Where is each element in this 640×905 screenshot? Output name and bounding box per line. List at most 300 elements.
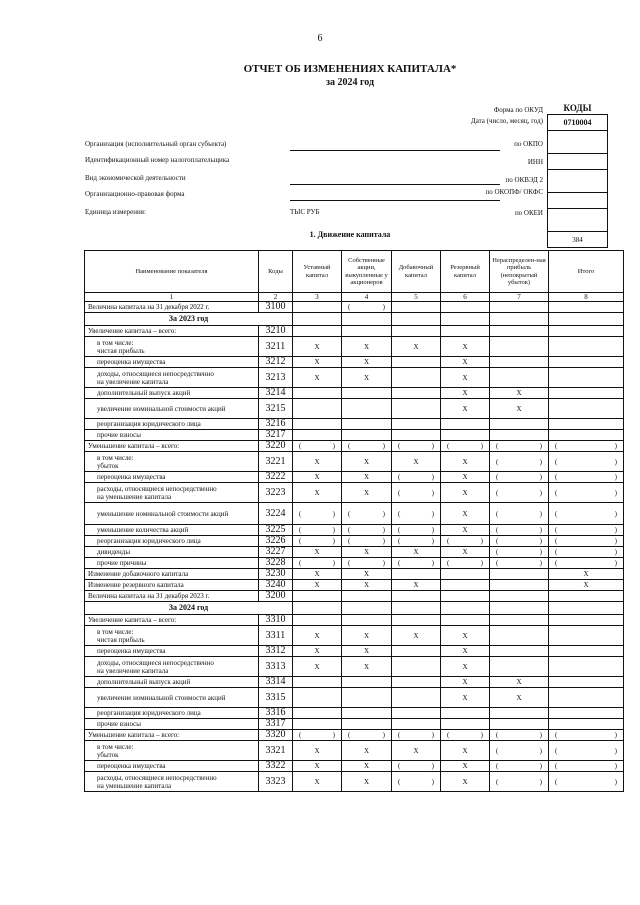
table-row <box>85 646 624 657</box>
value-cell: X <box>342 646 392 657</box>
value-cell[interactable] <box>490 326 549 337</box>
value-cell[interactable] <box>392 569 441 580</box>
value-cell[interactable] <box>342 503 392 525</box>
value-cell[interactable] <box>293 615 342 626</box>
parenthesis-pair <box>394 510 438 518</box>
value-cell[interactable] <box>490 741 549 761</box>
open-paren: ( <box>398 777 401 786</box>
value-cell[interactable] <box>549 472 624 483</box>
close-paren: ) <box>614 457 617 466</box>
value-cell[interactable] <box>490 646 549 657</box>
parenthesis-pair <box>344 510 389 518</box>
value-cell[interactable] <box>549 719 624 730</box>
value-cell[interactable] <box>392 730 441 741</box>
value-cell[interactable] <box>549 761 624 772</box>
row-name <box>85 388 259 399</box>
value-cell[interactable] <box>293 525 342 536</box>
value-cell[interactable] <box>342 441 392 452</box>
value-cell[interactable] <box>441 536 490 547</box>
value-cell[interactable] <box>441 719 490 730</box>
value-cell[interactable] <box>549 591 624 602</box>
row-code: 3316 <box>259 708 293 719</box>
value-cell[interactable] <box>342 688 392 708</box>
value-cell[interactable] <box>342 430 392 441</box>
col-number: 2 <box>259 293 293 302</box>
row-code: 3230 <box>259 569 293 580</box>
open-paren: ( <box>496 457 499 466</box>
value-cell[interactable] <box>441 326 490 337</box>
empty-cell <box>342 313 392 326</box>
value-cell[interactable] <box>549 615 624 626</box>
value-cell[interactable] <box>441 615 490 626</box>
value-cell[interactable] <box>549 688 624 708</box>
value-cell[interactable] <box>549 337 624 357</box>
value-cell[interactable] <box>392 525 441 536</box>
row-name-text: переоценка имущества <box>97 473 166 481</box>
close-paren: ) <box>539 537 542 545</box>
table-row <box>85 657 624 677</box>
value-cell[interactable] <box>549 357 624 368</box>
close-paren: ) <box>382 509 385 518</box>
row-name <box>85 657 259 677</box>
open-paren: ( <box>398 442 401 450</box>
value-cell[interactable] <box>549 326 624 337</box>
parenthesis-pair <box>344 303 389 311</box>
open-paren: ( <box>398 526 401 534</box>
table-row <box>85 591 624 602</box>
row-name-text: дополнительный выпуск акций <box>97 678 191 686</box>
value-cell[interactable] <box>549 452 624 472</box>
value-cell[interactable] <box>549 646 624 657</box>
col-number: 8 <box>549 293 624 302</box>
row-name-text: Уменьшение капитала – всего: <box>88 731 180 739</box>
open-paren: ( <box>299 442 302 450</box>
value-cell[interactable] <box>392 708 441 719</box>
value-cell[interactable] <box>441 441 490 452</box>
value-cell[interactable] <box>490 730 549 741</box>
close-paren: ) <box>614 746 617 755</box>
value-cell[interactable] <box>392 677 441 688</box>
close-paren: ) <box>539 559 542 567</box>
parenthesis-pair <box>443 442 487 450</box>
value-cell[interactable] <box>549 677 624 688</box>
open-paren: ( <box>555 731 558 739</box>
table-row <box>85 602 624 615</box>
value-cell: X <box>490 677 549 688</box>
open-paren: ( <box>496 442 499 450</box>
value-cell[interactable] <box>490 719 549 730</box>
value-cell[interactable] <box>293 399 342 419</box>
date-label: Дата (число, месяц, год) <box>470 117 543 125</box>
value-cell[interactable] <box>549 525 624 536</box>
value-cell[interactable] <box>441 730 490 741</box>
table-row <box>85 708 624 719</box>
row-code: 3225 <box>259 525 293 536</box>
value-cell[interactable] <box>490 503 549 525</box>
row-code: 3220 <box>259 441 293 452</box>
value-cell[interactable] <box>490 772 549 792</box>
open-paren: ( <box>555 442 558 450</box>
header-name: Наименование показателя <box>85 251 259 293</box>
value-cell[interactable] <box>392 503 441 525</box>
value-cell: X <box>441 337 490 357</box>
value-cell[interactable] <box>490 615 549 626</box>
value-cell: X <box>293 337 342 357</box>
value-cell[interactable] <box>392 357 441 368</box>
value-cell[interactable] <box>549 388 624 399</box>
value-cell[interactable] <box>490 357 549 368</box>
date-value[interactable] <box>548 131 608 154</box>
okved-value[interactable] <box>548 193 608 209</box>
value-cell[interactable] <box>392 472 441 483</box>
value-cell[interactable] <box>549 503 624 525</box>
value-cell[interactable] <box>342 708 392 719</box>
parenthesis-pair <box>492 510 546 518</box>
value-cell[interactable] <box>490 419 549 430</box>
value-cell[interactable] <box>490 547 549 558</box>
close-paren: ) <box>431 473 434 481</box>
table-row <box>85 313 624 326</box>
open-paren: ( <box>496 777 499 786</box>
okopf-label: по ОКОПФ/ ОКФС <box>485 188 543 196</box>
value-cell[interactable] <box>441 430 490 441</box>
value-cell[interactable] <box>549 536 624 547</box>
value-cell[interactable] <box>392 441 441 452</box>
value-cell[interactable] <box>441 591 490 602</box>
value-cell: X <box>441 525 490 536</box>
row-name-text-2: на уменьшение капитала <box>97 781 172 790</box>
table-row <box>85 337 624 357</box>
open-paren: ( <box>299 731 302 739</box>
close-paren: ) <box>332 526 335 534</box>
parenthesis-pair <box>394 489 438 497</box>
value-cell[interactable] <box>293 708 342 719</box>
value-cell[interactable] <box>441 708 490 719</box>
value-cell[interactable] <box>392 399 441 419</box>
value-cell[interactable] <box>490 569 549 580</box>
value-cell[interactable] <box>342 677 392 688</box>
value-cell[interactable] <box>293 558 342 569</box>
value-cell[interactable] <box>490 536 549 547</box>
value-cell: X <box>441 657 490 677</box>
empty-cell <box>293 313 342 326</box>
parenthesis-pair <box>443 537 487 545</box>
row-name <box>85 772 259 792</box>
value-cell[interactable] <box>342 388 392 399</box>
open-paren: ( <box>496 488 499 497</box>
open-paren: ( <box>555 473 558 481</box>
close-paren: ) <box>431 559 434 567</box>
row-code: 3214 <box>259 388 293 399</box>
value-cell[interactable] <box>441 419 490 430</box>
row-name-text: прочие взносы <box>97 431 141 439</box>
value-cell[interactable] <box>342 419 392 430</box>
value-cell[interactable] <box>342 525 392 536</box>
value-cell[interactable] <box>549 772 624 792</box>
value-cell[interactable] <box>549 441 624 452</box>
value-cell: X <box>441 472 490 483</box>
value-cell: X <box>293 761 342 772</box>
close-paren: ) <box>539 442 542 450</box>
close-paren: ) <box>539 457 542 466</box>
row-code: 3213 <box>259 368 293 388</box>
value-cell[interactable] <box>490 472 549 483</box>
value-cell[interactable] <box>342 399 392 419</box>
unit-value: ТЫС РУБ <box>290 208 320 216</box>
value-cell[interactable] <box>549 419 624 430</box>
close-paren: ) <box>539 548 542 556</box>
value-cell[interactable] <box>490 441 549 452</box>
value-cell[interactable] <box>392 430 441 441</box>
parenthesis-pair <box>394 778 438 786</box>
empty-cell <box>392 602 441 615</box>
open-paren: ( <box>348 509 351 518</box>
parenthesis-pair <box>551 526 621 534</box>
close-paren: ) <box>614 548 617 556</box>
parenthesis-pair <box>394 762 438 770</box>
inn-long-label: Идентификационный номер налогоплательщика <box>85 156 230 164</box>
value-cell[interactable] <box>490 708 549 719</box>
value-cell[interactable] <box>549 657 624 677</box>
value-cell[interactable] <box>490 761 549 772</box>
value-cell[interactable] <box>293 591 342 602</box>
value-cell[interactable] <box>293 536 342 547</box>
section-title: 1. Движение капитала <box>309 230 391 239</box>
open-paren: ( <box>348 526 351 534</box>
value-cell[interactable] <box>293 419 342 430</box>
table-row <box>85 772 624 792</box>
value-cell[interactable] <box>490 452 549 472</box>
value-cell[interactable] <box>392 688 441 708</box>
value-cell[interactable] <box>490 337 549 357</box>
value-cell[interactable] <box>342 730 392 741</box>
inn-value[interactable] <box>548 170 608 193</box>
parenthesis-pair <box>443 559 487 567</box>
value-cell[interactable] <box>342 558 392 569</box>
value-cell: X <box>342 452 392 472</box>
row-name <box>85 688 259 708</box>
row-name-text: реорганизация юридического лица <box>97 420 201 428</box>
value-cell[interactable] <box>293 688 342 708</box>
parenthesis-pair <box>551 458 621 466</box>
parenthesis-pair <box>394 559 438 567</box>
row-name-text: Величина капитала на 31 декабря 2023 г. <box>88 592 210 600</box>
open-paren: ( <box>398 731 401 739</box>
header-c6: Резервный капитал <box>441 251 490 293</box>
value-cell[interactable] <box>549 302 624 313</box>
row-code: 3228 <box>259 558 293 569</box>
value-cell[interactable] <box>293 326 342 337</box>
value-cell[interactable] <box>441 569 490 580</box>
value-cell[interactable] <box>342 615 392 626</box>
value-cell[interactable] <box>441 580 490 591</box>
open-paren: ( <box>348 559 351 567</box>
value-cell[interactable] <box>342 719 392 730</box>
parenthesis-pair <box>492 526 546 534</box>
value-cell[interactable] <box>549 430 624 441</box>
okpo-value[interactable] <box>548 154 608 170</box>
value-cell[interactable] <box>549 483 624 503</box>
value-cell[interactable] <box>490 580 549 591</box>
value-cell[interactable] <box>392 591 441 602</box>
value-cell[interactable] <box>293 503 342 525</box>
open-paren: ( <box>299 509 302 518</box>
okud-value: 0710004 <box>548 115 608 131</box>
parenthesis-pair <box>344 442 389 450</box>
value-cell[interactable] <box>549 741 624 761</box>
value-cell: X <box>293 772 342 792</box>
value-cell[interactable] <box>392 326 441 337</box>
value-cell[interactable] <box>490 483 549 503</box>
activity-line[interactable] <box>290 184 500 185</box>
legal-form-line[interactable] <box>290 200 500 201</box>
value-cell[interactable] <box>392 302 441 313</box>
value-cell[interactable] <box>392 615 441 626</box>
value-cell[interactable] <box>549 547 624 558</box>
value-cell[interactable] <box>392 536 441 547</box>
value-cell: X <box>441 677 490 688</box>
row-name-text: переоценка имущества <box>97 647 166 655</box>
legal-form-label: Организационно-правовая форма <box>85 190 185 198</box>
header-code: Коды <box>259 251 293 293</box>
row-name <box>85 536 259 547</box>
row-code: 3321 <box>259 741 293 761</box>
value-cell[interactable] <box>342 326 392 337</box>
value-cell[interactable] <box>392 419 441 430</box>
value-cell[interactable] <box>342 591 392 602</box>
parenthesis-pair <box>492 778 546 786</box>
value-cell: X <box>441 761 490 772</box>
parenthesis-pair <box>394 442 438 450</box>
row-code: 3320 <box>259 730 293 741</box>
parenthesis-pair <box>394 731 438 739</box>
okopf-value[interactable] <box>548 209 608 232</box>
org-label: Организация (исполнительный орган субъекта) <box>85 140 227 148</box>
row-name-text: доходы, относящиеся непосредственно <box>97 369 214 378</box>
value-cell[interactable] <box>293 719 342 730</box>
value-cell: X <box>392 547 441 558</box>
parenthesis-pair <box>344 537 389 545</box>
row-code: 3215 <box>259 399 293 419</box>
row-name-text: переоценка имущества <box>97 762 166 770</box>
close-paren: ) <box>431 731 434 739</box>
unit-label: Единица измерения: <box>85 208 146 216</box>
value-cell[interactable] <box>293 430 342 441</box>
parenthesis-pair <box>492 489 546 497</box>
header-c7: Нераспределен-ная прибыль (непокрытый убыток) <box>490 251 549 293</box>
row-name <box>85 730 259 741</box>
value-cell[interactable] <box>549 368 624 388</box>
value-cell: X <box>441 357 490 368</box>
value-cell[interactable] <box>293 441 342 452</box>
value-cell[interactable] <box>549 399 624 419</box>
open-paren: ( <box>398 473 401 481</box>
value-cell[interactable] <box>392 388 441 399</box>
value-cell[interactable] <box>490 626 549 646</box>
value-cell[interactable] <box>490 591 549 602</box>
value-cell[interactable] <box>490 430 549 441</box>
row-name-text-2: убыток <box>97 750 119 759</box>
value-cell[interactable] <box>392 761 441 772</box>
value-cell[interactable] <box>549 558 624 569</box>
value-cell[interactable] <box>490 657 549 677</box>
value-cell[interactable] <box>441 302 490 313</box>
close-paren: ) <box>431 488 434 497</box>
value-cell: X <box>293 657 342 677</box>
row-name <box>85 357 259 368</box>
value-cell[interactable] <box>293 677 342 688</box>
parenthesis-pair <box>492 458 546 466</box>
row-code: 3312 <box>259 646 293 657</box>
close-paren: ) <box>539 488 542 497</box>
value-cell[interactable] <box>293 302 342 313</box>
parenthesis-pair <box>551 537 621 545</box>
header-c5: Добавочный капитал <box>392 251 441 293</box>
value-cell[interactable] <box>490 368 549 388</box>
parenthesis-pair <box>551 731 621 739</box>
value-cell[interactable] <box>490 302 549 313</box>
close-paren: ) <box>539 526 542 534</box>
table-row <box>85 536 624 547</box>
parenthesis-pair <box>295 537 339 545</box>
row-code: 3200 <box>259 591 293 602</box>
close-paren: ) <box>480 731 483 739</box>
value-cell[interactable] <box>490 525 549 536</box>
close-paren: ) <box>431 762 434 770</box>
close-paren: ) <box>480 442 483 450</box>
org-line[interactable] <box>290 150 500 151</box>
table-row <box>85 441 624 452</box>
value-cell: X <box>342 761 392 772</box>
open-paren: ( <box>555 457 558 466</box>
row-name-text: прочие взносы <box>97 720 141 728</box>
value-cell[interactable] <box>392 368 441 388</box>
value-cell[interactable] <box>392 483 441 503</box>
value-cell[interactable] <box>392 646 441 657</box>
empty-cell <box>441 602 490 615</box>
table-row <box>85 503 624 525</box>
table-row <box>85 525 624 536</box>
value-cell[interactable] <box>392 772 441 792</box>
table-row <box>85 558 624 569</box>
open-paren: ( <box>496 548 499 556</box>
value-cell: X <box>490 688 549 708</box>
row-name <box>85 646 259 657</box>
close-paren: ) <box>431 509 434 518</box>
value-cell: X <box>441 547 490 558</box>
row-name-text: дополнительный выпуск акций <box>97 389 191 397</box>
row-code: 3216 <box>259 419 293 430</box>
value-cell[interactable] <box>549 626 624 646</box>
open-paren: ( <box>447 537 450 545</box>
value-cell[interactable] <box>392 719 441 730</box>
value-cell: X <box>441 388 490 399</box>
value-cell[interactable] <box>549 708 624 719</box>
value-cell[interactable] <box>392 657 441 677</box>
row-name-text: уменьшение количества акций <box>97 526 189 534</box>
value-cell[interactable] <box>441 558 490 569</box>
value-cell[interactable] <box>293 730 342 741</box>
row-name-text-2: на уменьшение капитала <box>97 492 172 501</box>
value-cell[interactable] <box>342 302 392 313</box>
value-cell[interactable] <box>293 388 342 399</box>
value-cell[interactable] <box>490 558 549 569</box>
close-paren: ) <box>382 559 385 567</box>
value-cell[interactable] <box>549 730 624 741</box>
row-code: 3310 <box>259 615 293 626</box>
value-cell[interactable] <box>342 536 392 547</box>
value-cell[interactable] <box>392 558 441 569</box>
